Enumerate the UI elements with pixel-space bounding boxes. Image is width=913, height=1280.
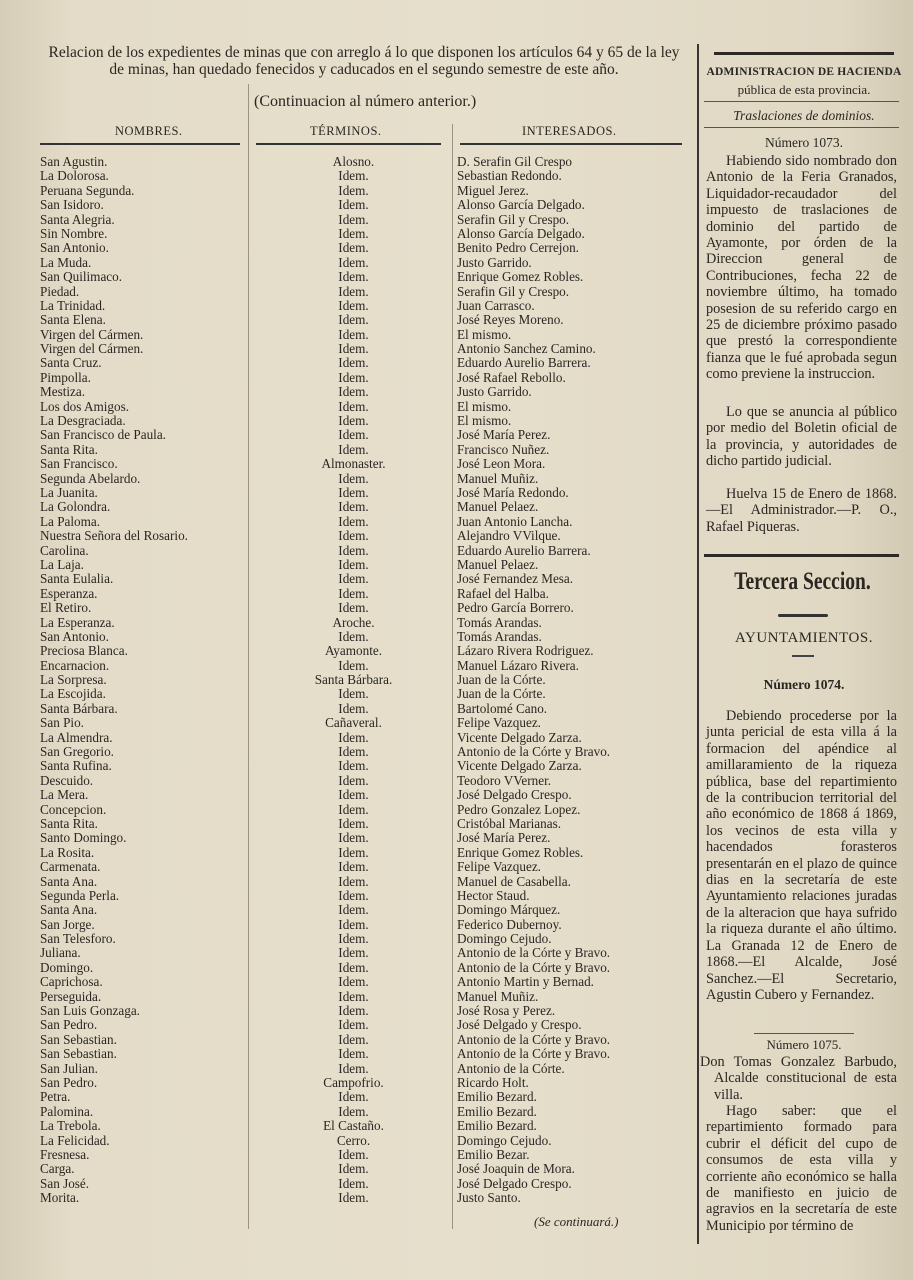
- mine-name: Pimpolla.: [40, 369, 91, 385]
- mine-name: La Escojida.: [40, 686, 106, 702]
- mine-name: San Quilimaco.: [40, 269, 123, 285]
- number-1075: Número 1075.: [766, 1037, 842, 1052]
- mine-name: Fresnesa.: [40, 1146, 90, 1162]
- header-interested: INTERESADOS.: [522, 124, 617, 138]
- rule: [704, 101, 899, 102]
- mine-interested: Pedro García Borrero.: [457, 600, 574, 616]
- mine-name: Sin Nombre.: [40, 225, 108, 241]
- mine-interested: Alonso García Delgado.: [457, 197, 585, 213]
- mine-name: La Golondra.: [40, 499, 111, 515]
- mine-name: La Laja.: [40, 556, 84, 572]
- mine-interested: Antonio Sanchez Camino.: [457, 341, 596, 357]
- mine-interested: Antonio de la Córte y Bravo.: [457, 1031, 611, 1047]
- mine-interested: Antonio Martin y Bernad.: [457, 974, 594, 990]
- mine-name: San Sebastian.: [40, 1031, 117, 1047]
- paragraph-1073: Habiendo sido nombrado don Antonio de la Feria Granados, Liquidador-recaudador del impuesto de traslaciones de dominio del partido de Ayamonte, por órden de la Direccion general de Contribuciones, fecha 22 de noviembre último, ha tomado posesion de su referido cargo en 25 de diciembre próximo pasado que prestó la correspondiente fianza que le fué aprobada segun como previene la instruccion.: [706, 153, 897, 383]
- mine-name: Carmenata.: [40, 859, 101, 875]
- mine-interested: Juan de la Córte.: [457, 686, 546, 702]
- rule: [704, 127, 899, 128]
- mine-term: Idem.: [338, 254, 369, 270]
- mine-name: Los dos Amigos.: [40, 398, 130, 414]
- mine-name: San Luis Gonzaga.: [40, 1003, 140, 1019]
- mine-term: Idem.: [338, 1060, 369, 1076]
- mine-interested: Cristóbal Marianas.: [457, 815, 562, 831]
- header-rule-interested: [460, 143, 682, 145]
- section-title: Tercera Seccion.: [734, 568, 871, 595]
- mine-interested: Bartolomé Cano.: [457, 700, 548, 716]
- mine-name: San Gregorio.: [40, 744, 114, 760]
- mine-term: Idem.: [338, 341, 369, 357]
- mine-interested: Emilio Bezard.: [457, 1103, 537, 1119]
- page-column-divider: [697, 44, 699, 1244]
- mine-name: Nuestra Señora del Rosario.: [40, 528, 188, 544]
- admin-title: ADMINISTRACION DE HACIENDA: [706, 66, 902, 78]
- mine-term: Idem.: [338, 628, 369, 644]
- mine-interested: Eduardo Aurelio Barrera.: [457, 355, 591, 371]
- mine-term: Idem.: [338, 312, 369, 328]
- mine-term: Idem.: [338, 513, 369, 529]
- mine-term: Idem.: [338, 815, 369, 831]
- mine-name: Santa Cruz.: [40, 355, 102, 371]
- mine-name: Concepcion.: [40, 801, 107, 817]
- mine-name: La Sorpresa.: [40, 672, 107, 688]
- mine-name: Morita.: [40, 1190, 80, 1206]
- paragraph-1073-signature: Huelva 15 de Enero de 1868.—El Administrador.—P. O., Rafael Piqueras.: [706, 486, 897, 535]
- mine-interested: José Fernandez Mesa.: [457, 571, 574, 587]
- mine-interested: Manuel Pelaez.: [457, 499, 539, 515]
- mine-term: Idem.: [338, 1089, 369, 1105]
- mine-name: Segunda Abelardo.: [40, 470, 141, 486]
- mine-term: Cerro.: [336, 1132, 371, 1148]
- mine-name: Santa Rufina.: [40, 758, 112, 774]
- mine-term: Idem.: [338, 225, 369, 241]
- mine-name: Juliana.: [40, 945, 81, 961]
- ornament-dash: [778, 614, 828, 617]
- mine-name: Encarnacion.: [40, 657, 110, 673]
- mine-name: Domingo.: [40, 959, 94, 975]
- mine-term: Idem.: [338, 657, 369, 673]
- mine-interested: Antonio de la Córte y Bravo.: [457, 945, 611, 961]
- mine-term: Idem.: [338, 1190, 369, 1206]
- section-rule: [704, 554, 899, 557]
- mine-interested: Juan Antonio Lancha.: [457, 513, 573, 529]
- mine-interested: José Delgado Crespo.: [457, 787, 572, 803]
- mine-term: Idem.: [338, 484, 369, 500]
- mine-interested: El mismo.: [457, 398, 512, 414]
- mine-term: Idem.: [338, 859, 369, 875]
- mine-interested: Juan Carrasco.: [457, 297, 535, 313]
- mine-interested: Sebastian Redondo.: [457, 168, 562, 184]
- mine-term: Idem.: [338, 600, 369, 616]
- mine-interested: Manuel Muñiz.: [457, 988, 539, 1004]
- mine-name: Petra.: [40, 1089, 71, 1105]
- mine-name: Santa Eulalia.: [40, 571, 114, 587]
- mine-name: La Trinidad.: [40, 297, 106, 313]
- mine-interested: Serafin Gil y Crespo.: [457, 211, 570, 227]
- mine-interested: D. Serafin Gil Crespo: [457, 154, 573, 169]
- mine-interested: Emilio Bezard.: [457, 1118, 537, 1134]
- mine-term: Idem.: [338, 283, 369, 299]
- mine-interested: Justo Garrido.: [457, 384, 532, 400]
- ornament-dash: [792, 655, 814, 657]
- mine-term: Idem.: [338, 571, 369, 587]
- mine-name: La Esperanza.: [40, 614, 115, 630]
- mine-term: Idem.: [338, 1003, 369, 1019]
- mine-interested: Manuel Pelaez.: [457, 556, 539, 572]
- mine-interested: El mismo.: [457, 326, 512, 342]
- mine-name: La Paloma.: [40, 513, 101, 529]
- mine-term: Idem.: [338, 844, 369, 860]
- mine-name: San Francisco.: [40, 456, 118, 472]
- continued-note: (Se continuará.): [534, 1214, 619, 1229]
- mine-name: San Sebastian.: [40, 1046, 117, 1062]
- mine-term: Idem.: [338, 441, 369, 457]
- mine-name: San Julian.: [40, 1060, 98, 1076]
- mine-interested: Felipe Vazquez.: [457, 859, 541, 875]
- header-rule-names: [40, 143, 240, 145]
- mine-term: Idem.: [338, 787, 369, 803]
- mine-name: San Pedro.: [40, 1017, 98, 1033]
- mine-term: Santa Bárbara.: [314, 672, 393, 688]
- paragraph-1075-header: Don Tomas Gonzalez Barbudo, Alcalde constitucional de esta villa.: [700, 1054, 897, 1103]
- mine-interested: Emilio Bezar.: [457, 1146, 530, 1162]
- mine-interested: Domingo Cejudo.: [457, 1132, 552, 1148]
- mine-name: Perseguida.: [40, 988, 102, 1004]
- mine-term: Idem.: [338, 269, 369, 285]
- mine-term: Ayamonte.: [324, 643, 383, 659]
- mine-interested: Pedro Gonzalez Lopez.: [457, 801, 581, 817]
- mine-term: Idem.: [338, 744, 369, 760]
- mine-name: Preciosa Blanca.: [40, 643, 128, 659]
- mine-term: Idem.: [338, 1103, 369, 1119]
- names-column: [40, 155, 245, 1206]
- mine-interested: Manuel Muñiz.: [457, 470, 539, 486]
- mine-interested: José Delgado Crespo.: [457, 1175, 572, 1191]
- mine-name: Santa Alegria.: [40, 211, 115, 227]
- mine-term: Idem.: [338, 168, 369, 184]
- mine-name: San Pio.: [40, 715, 84, 731]
- mine-term: Idem.: [338, 470, 369, 486]
- mine-term: Idem.: [338, 916, 369, 932]
- right-column: [700, 0, 905, 1280]
- mine-name: San Antonio.: [40, 628, 109, 644]
- mine-name: Virgen del Cármen.: [40, 326, 144, 342]
- column-divider: [248, 84, 249, 1229]
- mine-interested: Teodoro VVerner.: [457, 772, 552, 788]
- mine-term: Idem.: [338, 355, 369, 371]
- mine-name: Caprichosa.: [40, 974, 103, 990]
- header-terms: TÉRMINOS.: [310, 124, 382, 138]
- mine-interested: José Reyes Moreno.: [457, 312, 564, 328]
- mine-interested: José María Perez.: [457, 830, 551, 846]
- mine-term: Idem.: [338, 556, 369, 572]
- mine-term: Idem.: [338, 369, 369, 385]
- continuation-note: (Continuacion al número anterior.): [254, 93, 477, 110]
- mine-interested: Ricardo Holt.: [457, 1075, 529, 1090]
- mine-interested: Federico Dubernoy.: [457, 916, 562, 932]
- mine-term: Idem.: [338, 772, 369, 788]
- mine-interested: Antonio de la Córte y Bravo.: [457, 744, 611, 760]
- mine-interested: Antonio de la Córte.: [457, 1060, 565, 1076]
- mine-term: Idem.: [338, 528, 369, 544]
- mine-term: Idem.: [338, 427, 369, 443]
- mine-interested: Tomás Arandas.: [457, 614, 542, 630]
- mine-name: La Trebola.: [40, 1118, 101, 1134]
- mine-name: Palomina.: [40, 1103, 94, 1119]
- paragraph-1073-notice: Lo que se anuncia al público por medio del Boletin oficial de la provincia, y autoridades de dicho partido judicial.: [706, 404, 897, 470]
- mine-term: Almonaster.: [321, 456, 386, 472]
- mine-interested: Francisco Nuñez.: [457, 441, 550, 457]
- mine-interested: Vicente Delgado Zarza.: [457, 729, 582, 745]
- mine-interested: Miguel Jerez.: [457, 182, 529, 198]
- mine-name: San Pedro.: [40, 1075, 98, 1090]
- mine-interested: Domingo Márquez.: [457, 902, 561, 918]
- mine-interested: Hector Staud.: [457, 887, 530, 903]
- mine-name: La Dolorosa.: [40, 168, 109, 184]
- mine-name: La Mera.: [40, 787, 89, 803]
- mine-name: La Desgraciada.: [40, 413, 126, 429]
- mine-interested: José María Perez.: [457, 427, 551, 443]
- mine-interested: Tomás Arandas.: [457, 628, 542, 644]
- mine-term: Idem.: [338, 413, 369, 429]
- mine-interested: Enrique Gomez Robles.: [457, 844, 584, 860]
- mine-term: Idem.: [338, 197, 369, 213]
- mine-interested: Eduardo Aurelio Barrera.: [457, 542, 591, 558]
- paragraph-1074: Debiendo procederse por la junta pericial de esta villa á la formacion del apéndice al amillaramiento de la riqueza pública, base del repartimiento de la contribucion territorial del año económico de 1868 á 1869, los vecinos de esta villa y hacendados forasteros presentarán en el plazo de quince dias en la secretaría de este Ayuntamiento relaciones juradas de la alteracion que haya sufrido la riqueza durante el año último. La Granada 12 de Enero de 1868.—El Alcalde, José Sanchez.—El Secretario, Agustin Cubero y Fernandez.: [706, 708, 897, 1003]
- mine-term: Idem.: [338, 758, 369, 774]
- mine-term: Idem.: [338, 959, 369, 975]
- mine-name: Mestiza.: [40, 384, 86, 400]
- mine-interested: Manuel Lázaro Rivera.: [457, 657, 579, 673]
- mine-interested: José Joaquin de Mora.: [457, 1161, 575, 1177]
- mine-term: Idem.: [338, 830, 369, 846]
- top-rule: [714, 52, 894, 55]
- header-names: NOMBRES.: [115, 124, 183, 138]
- mine-term: Cañaveral.: [325, 715, 382, 731]
- mine-term: Idem.: [338, 974, 369, 990]
- mine-name: Descuido.: [40, 772, 94, 788]
- mine-name: La Muda.: [40, 254, 92, 270]
- mine-name: San José.: [40, 1175, 90, 1191]
- mine-term: Idem.: [338, 1017, 369, 1033]
- mine-term: Idem.: [338, 887, 369, 903]
- mine-name: Virgen del Cármen.: [40, 341, 144, 357]
- mine-term: El Castaño.: [323, 1118, 384, 1134]
- mine-interested: Emilio Bezard.: [457, 1089, 537, 1105]
- mine-term: Idem.: [338, 326, 369, 342]
- mine-term: Idem.: [338, 686, 369, 702]
- mine-interested: Domingo Cejudo.: [457, 931, 552, 947]
- mine-name: Peruana Segunda.: [40, 182, 135, 198]
- mine-term: Idem.: [338, 211, 369, 227]
- number-1074: Número 1074.: [763, 677, 845, 692]
- mine-interested: Serafin Gil y Crespo.: [457, 283, 570, 299]
- mine-interested: Manuel de Casabella.: [457, 873, 571, 889]
- mine-interested: José María Redondo.: [457, 484, 569, 500]
- mine-interested: Felipe Vazquez.: [457, 715, 541, 731]
- mine-name: La Almendra.: [40, 729, 113, 745]
- mine-interested: Alonso García Delgado.: [457, 225, 585, 241]
- mine-interested: Alejandro VVilque.: [457, 528, 561, 544]
- mine-interested: Justo Santo.: [457, 1190, 521, 1206]
- mine-name: Carga.: [40, 1161, 75, 1177]
- mine-term: Idem.: [338, 499, 369, 515]
- header-rule-terms: [256, 143, 441, 145]
- mine-term: Idem.: [338, 873, 369, 889]
- mine-term: Idem.: [338, 1175, 369, 1191]
- interested-column: [457, 155, 687, 1206]
- mine-term: Idem.: [338, 240, 369, 256]
- mine-term: Idem.: [338, 585, 369, 601]
- mine-term: Idem.: [338, 729, 369, 745]
- mine-name: La Felicidad.: [40, 1132, 110, 1148]
- mine-name: Santa Ana.: [40, 902, 98, 918]
- mine-term: Idem.: [338, 988, 369, 1004]
- mine-term: Idem.: [338, 700, 369, 716]
- mine-term: Idem.: [338, 801, 369, 817]
- mine-term: Idem.: [338, 931, 369, 947]
- mine-name: San Telesforo.: [40, 931, 116, 947]
- intro-paragraph: Relacion de los expedientes de minas que con arreglo á lo que disponen los artículos 64 y 65 de la ley de minas, han quedado fenecidos y caducados en el segundo semestre de este año.: [48, 44, 680, 78]
- mine-interested: Lázaro Rivera Rodriguez.: [457, 643, 594, 659]
- mine-term: Idem.: [338, 297, 369, 313]
- mine-term: Idem.: [338, 1046, 369, 1062]
- mine-name: Segunda Perla.: [40, 887, 120, 903]
- mine-interested: Benito Pedro Cerrejon.: [457, 240, 579, 256]
- column-divider: [452, 124, 453, 1229]
- mine-interested: José Delgado y Crespo.: [457, 1017, 582, 1033]
- mine-interested: José Rafael Rebollo.: [457, 369, 566, 385]
- mine-name: La Rosita.: [40, 844, 95, 860]
- mine-name: Santa Rita.: [40, 815, 98, 831]
- mine-term: Idem.: [338, 902, 369, 918]
- mine-interested: El mismo.: [457, 413, 512, 429]
- mine-term: Idem.: [338, 1161, 369, 1177]
- mine-name: Carolina.: [40, 542, 89, 558]
- admin-subtitle: pública de esta provincia.: [737, 82, 871, 97]
- mine-name: Santa Bárbara.: [40, 700, 118, 716]
- mine-term: Idem.: [338, 542, 369, 558]
- mine-term: Idem.: [338, 1031, 369, 1047]
- mine-name: San Antonio.: [40, 240, 109, 256]
- mine-interested: José Leon Mora.: [457, 456, 546, 472]
- mine-name: Piedad.: [40, 283, 80, 299]
- transfer-title: Traslaciones de dominios.: [733, 108, 875, 123]
- mine-name: Santa Rita.: [40, 441, 98, 457]
- mine-name: San Agustin.: [40, 154, 108, 169]
- mine-term: Idem.: [338, 945, 369, 961]
- mine-term: Idem.: [338, 384, 369, 400]
- mine-name: Santa Elena.: [40, 312, 106, 328]
- mine-interested: Antonio de la Córte y Bravo.: [457, 959, 611, 975]
- number-1073: Número 1073.: [765, 135, 843, 150]
- mine-name: San Jorge.: [40, 916, 95, 932]
- mine-name: San Francisco de Paula.: [40, 427, 166, 443]
- mine-interested: Justo Garrido.: [457, 254, 532, 270]
- mine-term: Alosno.: [332, 154, 375, 169]
- mine-interested: Enrique Gomez Robles.: [457, 269, 584, 285]
- mine-interested: Vicente Delgado Zarza.: [457, 758, 582, 774]
- mine-term: Idem.: [338, 1146, 369, 1162]
- mine-term: Aroche.: [332, 614, 375, 630]
- mine-interested: Antonio de la Córte y Bravo.: [457, 1046, 611, 1062]
- mine-term: Idem.: [338, 182, 369, 198]
- mine-term: Campofrio.: [323, 1075, 384, 1090]
- mine-name: El Retiro.: [40, 600, 92, 616]
- mine-name: Santa Ana.: [40, 873, 98, 889]
- mine-interested: José Rosa y Perez.: [457, 1003, 556, 1019]
- paragraph-1075: Hago saber: que el repartimiento formado para cubrir el déficit del cupo de consumos de esta villa y corriente año económico se halla de manifiesto en juicio de agravios en la secretaría de este Municipio por término de: [706, 1103, 897, 1234]
- ayuntamientos-heading: AYUNTAMIENTOS.: [735, 630, 873, 646]
- mine-name: Esperanza.: [40, 585, 98, 601]
- mine-term: Idem.: [338, 398, 369, 414]
- mine-name: Santo Domingo.: [40, 830, 127, 846]
- mine-name: La Juanita.: [40, 484, 98, 500]
- rule: [754, 1033, 854, 1034]
- terms-column: [256, 155, 451, 1206]
- mine-interested: Juan de la Córte.: [457, 672, 546, 688]
- mine-name: San Isidoro.: [40, 197, 104, 213]
- mine-interested: Rafael del Halba.: [457, 585, 549, 601]
